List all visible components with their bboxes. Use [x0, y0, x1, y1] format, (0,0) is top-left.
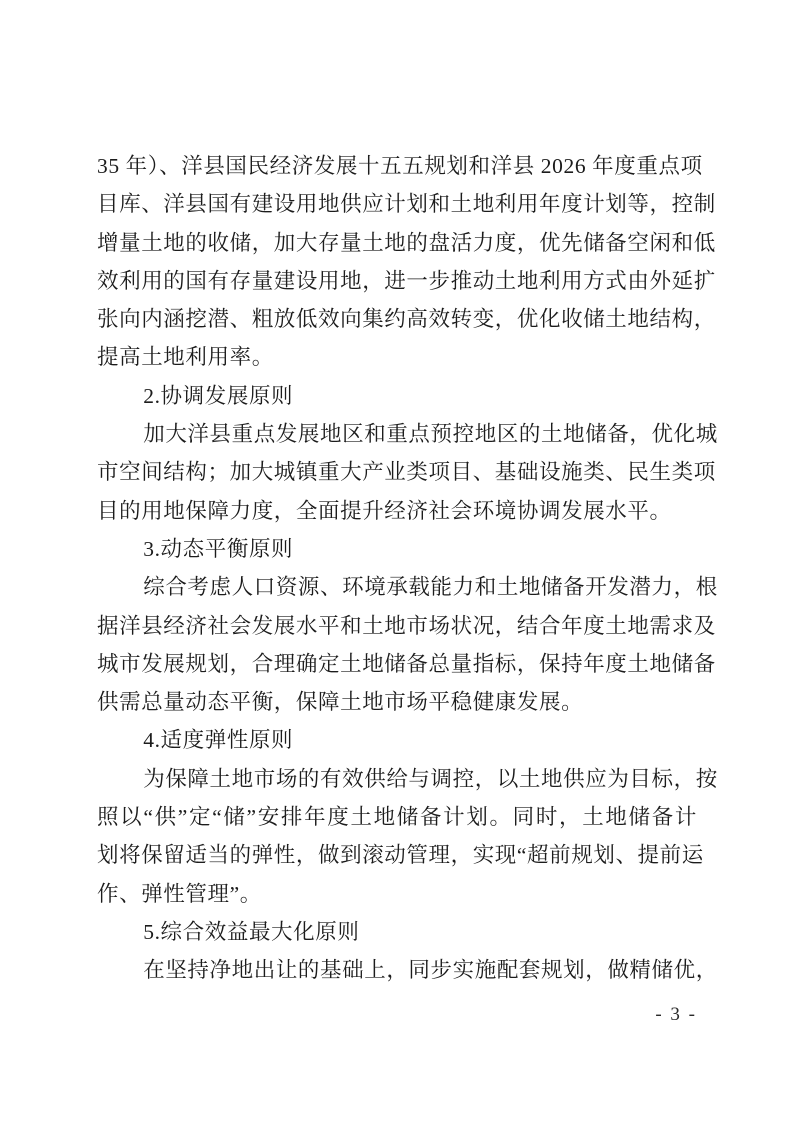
document-body: [97, 147, 718, 990]
section-heading-5: 5.综合效益最大化原则: [143, 919, 360, 944]
text-line: 据洋县经济社会发展水平和土地市场状况，结合年度土地需求及: [97, 613, 716, 638]
text-line: 城市发展规划，合理确定土地储备总量指标，保持年度土地储备: [97, 651, 716, 676]
text-line: 市空间结构；加大城镇重大产业类项目、基础设施类、民生类项: [97, 460, 716, 485]
text-line: 划将保留适当的弹性，做到滚动管理，实现“超前规划、提前运: [97, 843, 704, 868]
text-line: 加大洋县重点发展地区和重点预控地区的土地储备，优化城: [143, 422, 718, 447]
section-heading-4: 4.适度弹性原则: [143, 728, 294, 753]
text-line: 综合考虑人口资源、环境承载能力和土地储备开发潜力，根: [143, 575, 718, 600]
text-line: 目库、洋县国有建设用地供应计划和土地利用年度计划等，控制: [97, 192, 716, 217]
section-heading-2: 2.协调发展原则: [143, 383, 294, 408]
page-number: - 3 -: [655, 1004, 697, 1025]
text-line: 提高土地利用率。: [97, 345, 274, 370]
text-line: 35 年）、洋县国民经济发展十五五规划和洋县 2026 年度重点项: [97, 154, 703, 178]
text-line: 目的用地保障力度，全面提升经济社会环境协调发展水平。: [97, 498, 672, 523]
text-line: 为保障土地市场的有效供给与调控，以土地供应为目标，按: [143, 766, 718, 791]
text-line: 在坚持净地出让的基础上，同步实施配套规划，做精储优，: [143, 958, 718, 983]
text-line: 张向内涵挖潜、粗放低效向集约高效转变，优化收储土地结构，: [97, 307, 716, 332]
text-line: 照以“供”定“储”安排年度土地储备计划。同时，土地储备计: [97, 805, 697, 830]
section-heading-3: 3.动态平衡原则: [143, 536, 294, 561]
text-line: 作、弹性管理”。: [97, 881, 262, 906]
text-line: 效利用的国有存量建设用地，进一步推动土地利用方式由外延扩: [97, 268, 716, 293]
text-line: 增量土地的收储，加大存量土地的盘活力度，优先储备空闲和低: [97, 230, 716, 255]
text-line: 供需总量动态平衡，保障土地市场平稳健康发展。: [97, 690, 584, 715]
